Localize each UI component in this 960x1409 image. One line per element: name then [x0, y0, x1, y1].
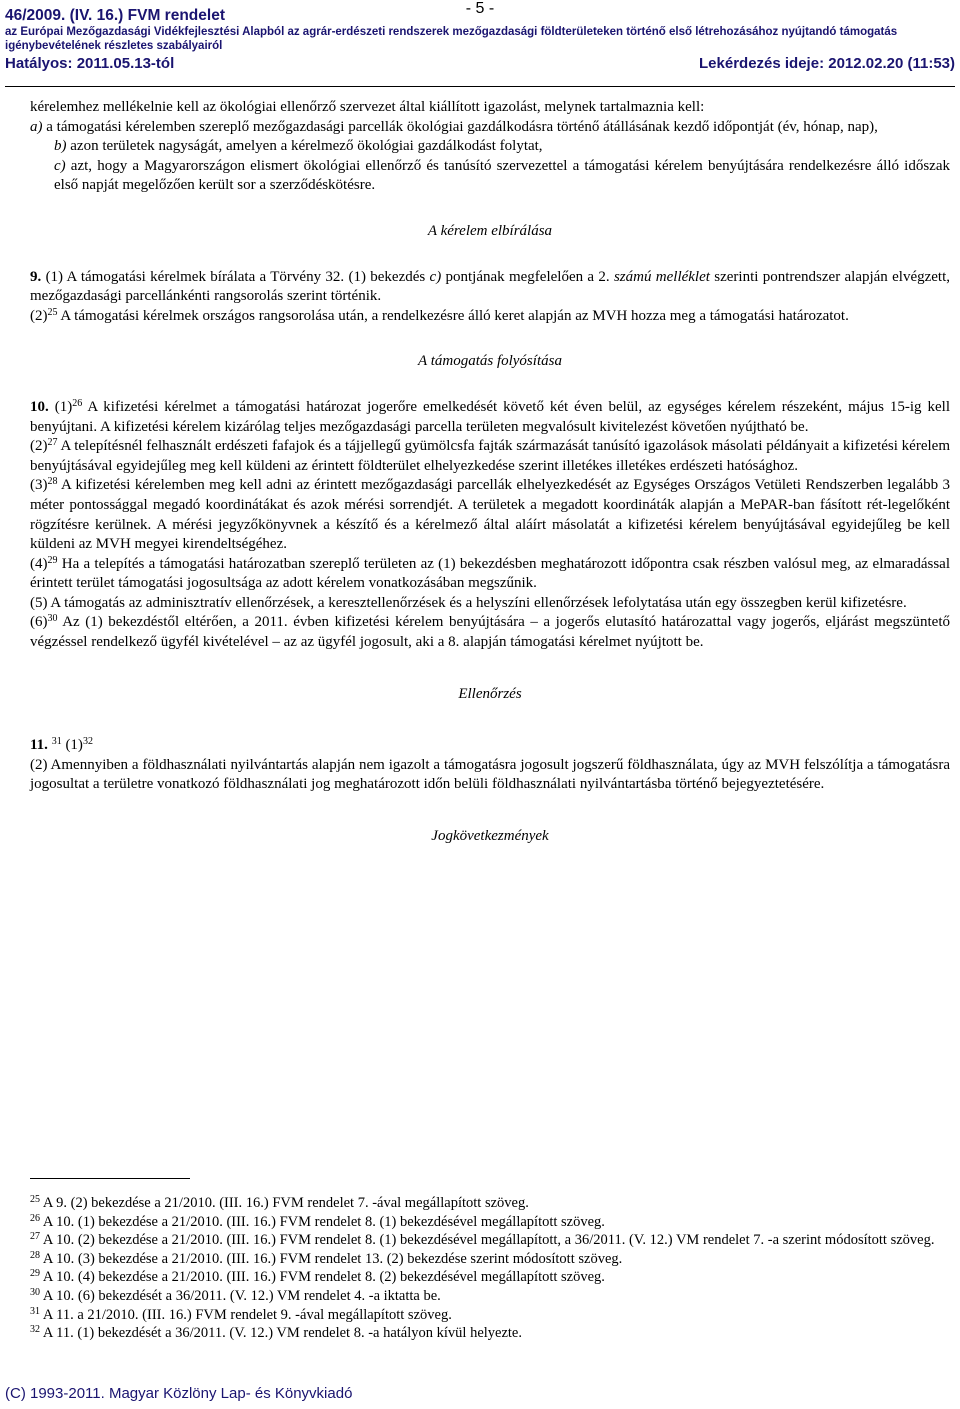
footnote-number: 31	[30, 1305, 40, 1317]
header-divider	[5, 86, 955, 87]
section-heading-consequences: Jogkövetkezmények	[431, 828, 549, 845]
text-run: c)	[429, 268, 442, 285]
text-run: (6)	[30, 614, 48, 631]
document-body	[30, 98, 950, 847]
footnote-ref[interactable]: 31	[51, 736, 62, 748]
item-text: azt, hogy a Magyarországon elismert ökológiai ellenőrző és tanúsító szervezettel a támogatási kérelem benyújtására rendelkezésre álló időszak első napját megelőzően került sor a szerződéskötésre.	[54, 157, 950, 194]
list-item-b	[30, 137, 950, 157]
text-run: (2)	[30, 438, 48, 455]
section-number: 11.	[30, 737, 48, 754]
footnote-text: A 11. (1) bekezdését a 36/2011. (V. 12.) VM rendelet 8. -a hatályon kívül helyezte.	[40, 1325, 522, 1342]
footnote-item	[30, 1268, 950, 1287]
footnote-item	[30, 1213, 950, 1232]
document-header	[5, 0, 955, 74]
section-9-paragraph-2	[30, 307, 950, 327]
footnote-number: 28	[30, 1249, 40, 1261]
footnote-text: A 10. (6) bekezdését a 36/2011. (V. 12.) VM rendelet 4. -a iktatta be.	[40, 1287, 441, 1304]
section-10-paragraph-1	[30, 398, 950, 437]
footnote-number: 27	[30, 1231, 40, 1243]
footnote-item	[30, 1287, 950, 1306]
text-run: (1)	[61, 737, 83, 754]
footnote-text: A 10. (2) bekezdése a 21/2010. (III. 16.) FVM rendelet 8. (1) bekezdésével megállapított, a 36/2011. (V. 12.) VM rendelet 7. -a szerint módosított szöveg.	[40, 1232, 935, 1249]
item-marker: a)	[30, 118, 43, 135]
document-title: 46/2009. (IV. 16.) FVM rendelet	[5, 7, 225, 24]
text-run: számú melléklet	[613, 268, 710, 285]
section-10-paragraph-5: (5) A támogatás az adminisztratív ellenőrzések, a keresztellenőrzések és a helyszíni ellenőrzések lefolytatása után egy összegben kerül kifizetésre.	[30, 594, 907, 611]
query-date: Lekérdezés ideje: 2012.02.20 (11:53)	[699, 55, 955, 72]
footnote-item	[30, 1250, 950, 1269]
footnote-item	[30, 1194, 950, 1213]
footnote-number: 32	[30, 1324, 40, 1336]
footnote-divider	[30, 1178, 190, 1179]
section-heading-disbursement: A támogatás folyósítása	[418, 353, 562, 370]
text-run: (1) A támogatási kérelmek bírálata a Törvény 32. (1) bekezdés	[41, 268, 430, 285]
document-subtitle-line-2: igénybevételének részletes szabályairól	[5, 40, 223, 52]
footnote-item	[30, 1306, 950, 1325]
document-subtitle-line-1: az Európai Mezőgazdasági Vidékfejlesztési Alapból az agrár-erdészeti rendszerek mezőgazdasági földterületeken történő első létrehozásához nyújtandó támogatás	[5, 26, 898, 38]
footnote-ref[interactable]: 30	[47, 613, 58, 625]
footnote-number: 29	[30, 1268, 40, 1280]
footnote-ref[interactable]: 25	[47, 306, 58, 318]
text-run: pontjának megfelelően a 2.	[441, 268, 614, 285]
text-run: szerinti pontrendszer alapján elvégzett, mezőgazdasági parcellánkénti rangsorolás szerint történik.	[30, 268, 951, 305]
item-marker: c)	[54, 157, 66, 174]
effective-date: Hatályos: 2011.05.13-tól	[5, 55, 175, 72]
item-text: azon területek nagyságát, amelyen a kérelmező ökológiai gazdálkodást folytat,	[66, 138, 543, 155]
copyright-footer: (C) 1993-2011. Magyar Közlöny Lap- és Könyvkiadó	[5, 1385, 353, 1402]
section-11-paragraph-1	[30, 736, 950, 756]
footnote-item	[30, 1324, 950, 1343]
footnote-item	[30, 1231, 950, 1250]
footnote-number: 30	[30, 1286, 40, 1298]
list-item-a	[30, 118, 950, 138]
footnote-ref[interactable]: 26	[72, 397, 83, 409]
section-10-paragraph-3	[30, 476, 950, 554]
text-run: (3)	[30, 477, 48, 494]
section-number: 9.	[30, 268, 42, 285]
footnote-text: A 10. (3) bekezdése a 21/2010. (III. 16.) FVM rendelet 13. (2) bekezdése szerint módosított szöveg.	[40, 1250, 623, 1267]
list-item-c	[30, 157, 950, 196]
footnote-text: A 9. (2) bekezdése a 21/2010. (III. 16.) FVM rendelet 7. -ával megállapított szöveg.	[40, 1195, 529, 1211]
text-run: Ha a telepítés a támogatási határozatban szereplő területen az (1) bekezdésben meghatározott időpontra csak részben valósul meg, az elmaradással érintett terület támogatási jogosultsága az adott kérelem vonatkozásában megszűnik.	[30, 555, 950, 592]
footnote-text: A 10. (4) bekezdése a 21/2010. (III. 16.) FVM rendelet 8. (2) bekezdésével megállapított szöveg.	[40, 1269, 605, 1286]
text-run: A telepítésnél felhasznált erdészeti fafajok és a tájjellegű gyümölcsfa fajták származását tanúsító igazolások másolati példányait a kifizetési kérelem benyújtásával egyidejűleg meg kell küldeni az érintett földterület elhelyezkedése szerint illetékes illetékes erdészeti hatósághoz.	[30, 438, 950, 474]
text-run: A kifizetési kérelemben meg kell adni az érintett mezőgazdasági parcellák elhelyezkedését az Egységes Országos Vetületi Rendszerben legalább 3 méter pontossággal megadó koordinátákat és azok mérési sorrendjét. A területek a megadott koordináták alapján a MePAR-ban fásított rét-legelőként rögzítésre kerülnek. A mérési jegyzőkönyvnek a készítő és a kérelmező által aláírt másolatát a kifizetési kérelem benyújtásával egyidejűleg be kell küldeni az MVH megyei kirendeltségéhez.	[30, 477, 950, 553]
text-run: (2)	[30, 307, 48, 324]
footnote-ref[interactable]: 28	[47, 476, 58, 488]
footnote-text: A 11. a 21/2010. (III. 16.) FVM rendelet 9. -ával megállapított szöveg.	[40, 1306, 452, 1323]
section-number: 10.	[30, 398, 49, 415]
page-number: - 5 -	[465, 0, 495, 17]
footnote-ref[interactable]: 27	[47, 437, 58, 449]
section-9-paragraph-1	[30, 268, 950, 307]
item-text: a támogatási kérelemben szereplő mezőgazdasági parcellák ökológiai gazdálkodásra történő átállásának kezdő időpontját (év, hónap, nap),	[42, 118, 878, 135]
section-10-paragraph-6	[30, 613, 950, 652]
text-run: (4)	[30, 555, 48, 572]
intro-paragraph: kérelemhez mellékelnie kell az ökológiai ellenőrző szervezet által kiállított igazolást, melynek tartalmaznia kell:	[30, 99, 705, 115]
text-run: (1)	[48, 398, 73, 415]
section-11-paragraph-2: (2) Amennyiben a földhasználati nyilvántartás alapján nem igazolt a támogatásra jogosult jogszerű földhasználata, úgy az MVH felszólítja a támogatásra jogosultat a területre vonatkozó földhasználati jog meghatározott időn belüli földhasználati nyilvántartásba történő bejegyeztetésére.	[30, 756, 950, 793]
section-10-paragraph-2	[30, 437, 950, 476]
footnotes	[30, 1178, 950, 1343]
item-marker: b)	[54, 138, 67, 155]
text-run: A kifizetési kérelmet a támogatási határozat jogerőre emelkedését követő két éven belül, az egységes kérelem részeként, május 15-ig kell benyújtani. A kifizetési kérelem kizárólag teljes mezőgazdasági parcella területen megvalósult kivitelezést követően nyújtható be.	[30, 398, 950, 435]
text-run: A támogatási kérelmek országos rangsorolása után, a rendelkezésre álló keret alapján az MVH hozza meg a támogatási határozatot.	[57, 307, 849, 324]
footnote-number: 25	[30, 1194, 40, 1205]
section-heading-inspection: Ellenőrzés	[458, 685, 522, 702]
section-heading-assessment: A kérelem elbírálása	[427, 222, 553, 239]
header-dates-row	[5, 54, 955, 74]
text-run: Az (1) bekezdéstől eltérően, a 2011. évben kifizetési kérelem benyújtására – a jogerős elutasító határozattal vagy jogerős, eljárást megszüntető végzéssel rendelkező ügyfél kivételével – az az ügyfél jogosult, aki a 8. alapján támogatási kérelmet nyújtott be.	[30, 614, 950, 651]
footnote-ref[interactable]: 32	[82, 736, 93, 748]
footnote-text: A 10. (1) bekezdése a 21/2010. (III. 16.) FVM rendelet 8. (1) bekezdésével megállapított szöveg.	[40, 1213, 605, 1230]
footnote-ref[interactable]: 29	[47, 554, 58, 566]
section-10-paragraph-4	[30, 555, 950, 594]
footnote-number: 26	[30, 1212, 40, 1224]
